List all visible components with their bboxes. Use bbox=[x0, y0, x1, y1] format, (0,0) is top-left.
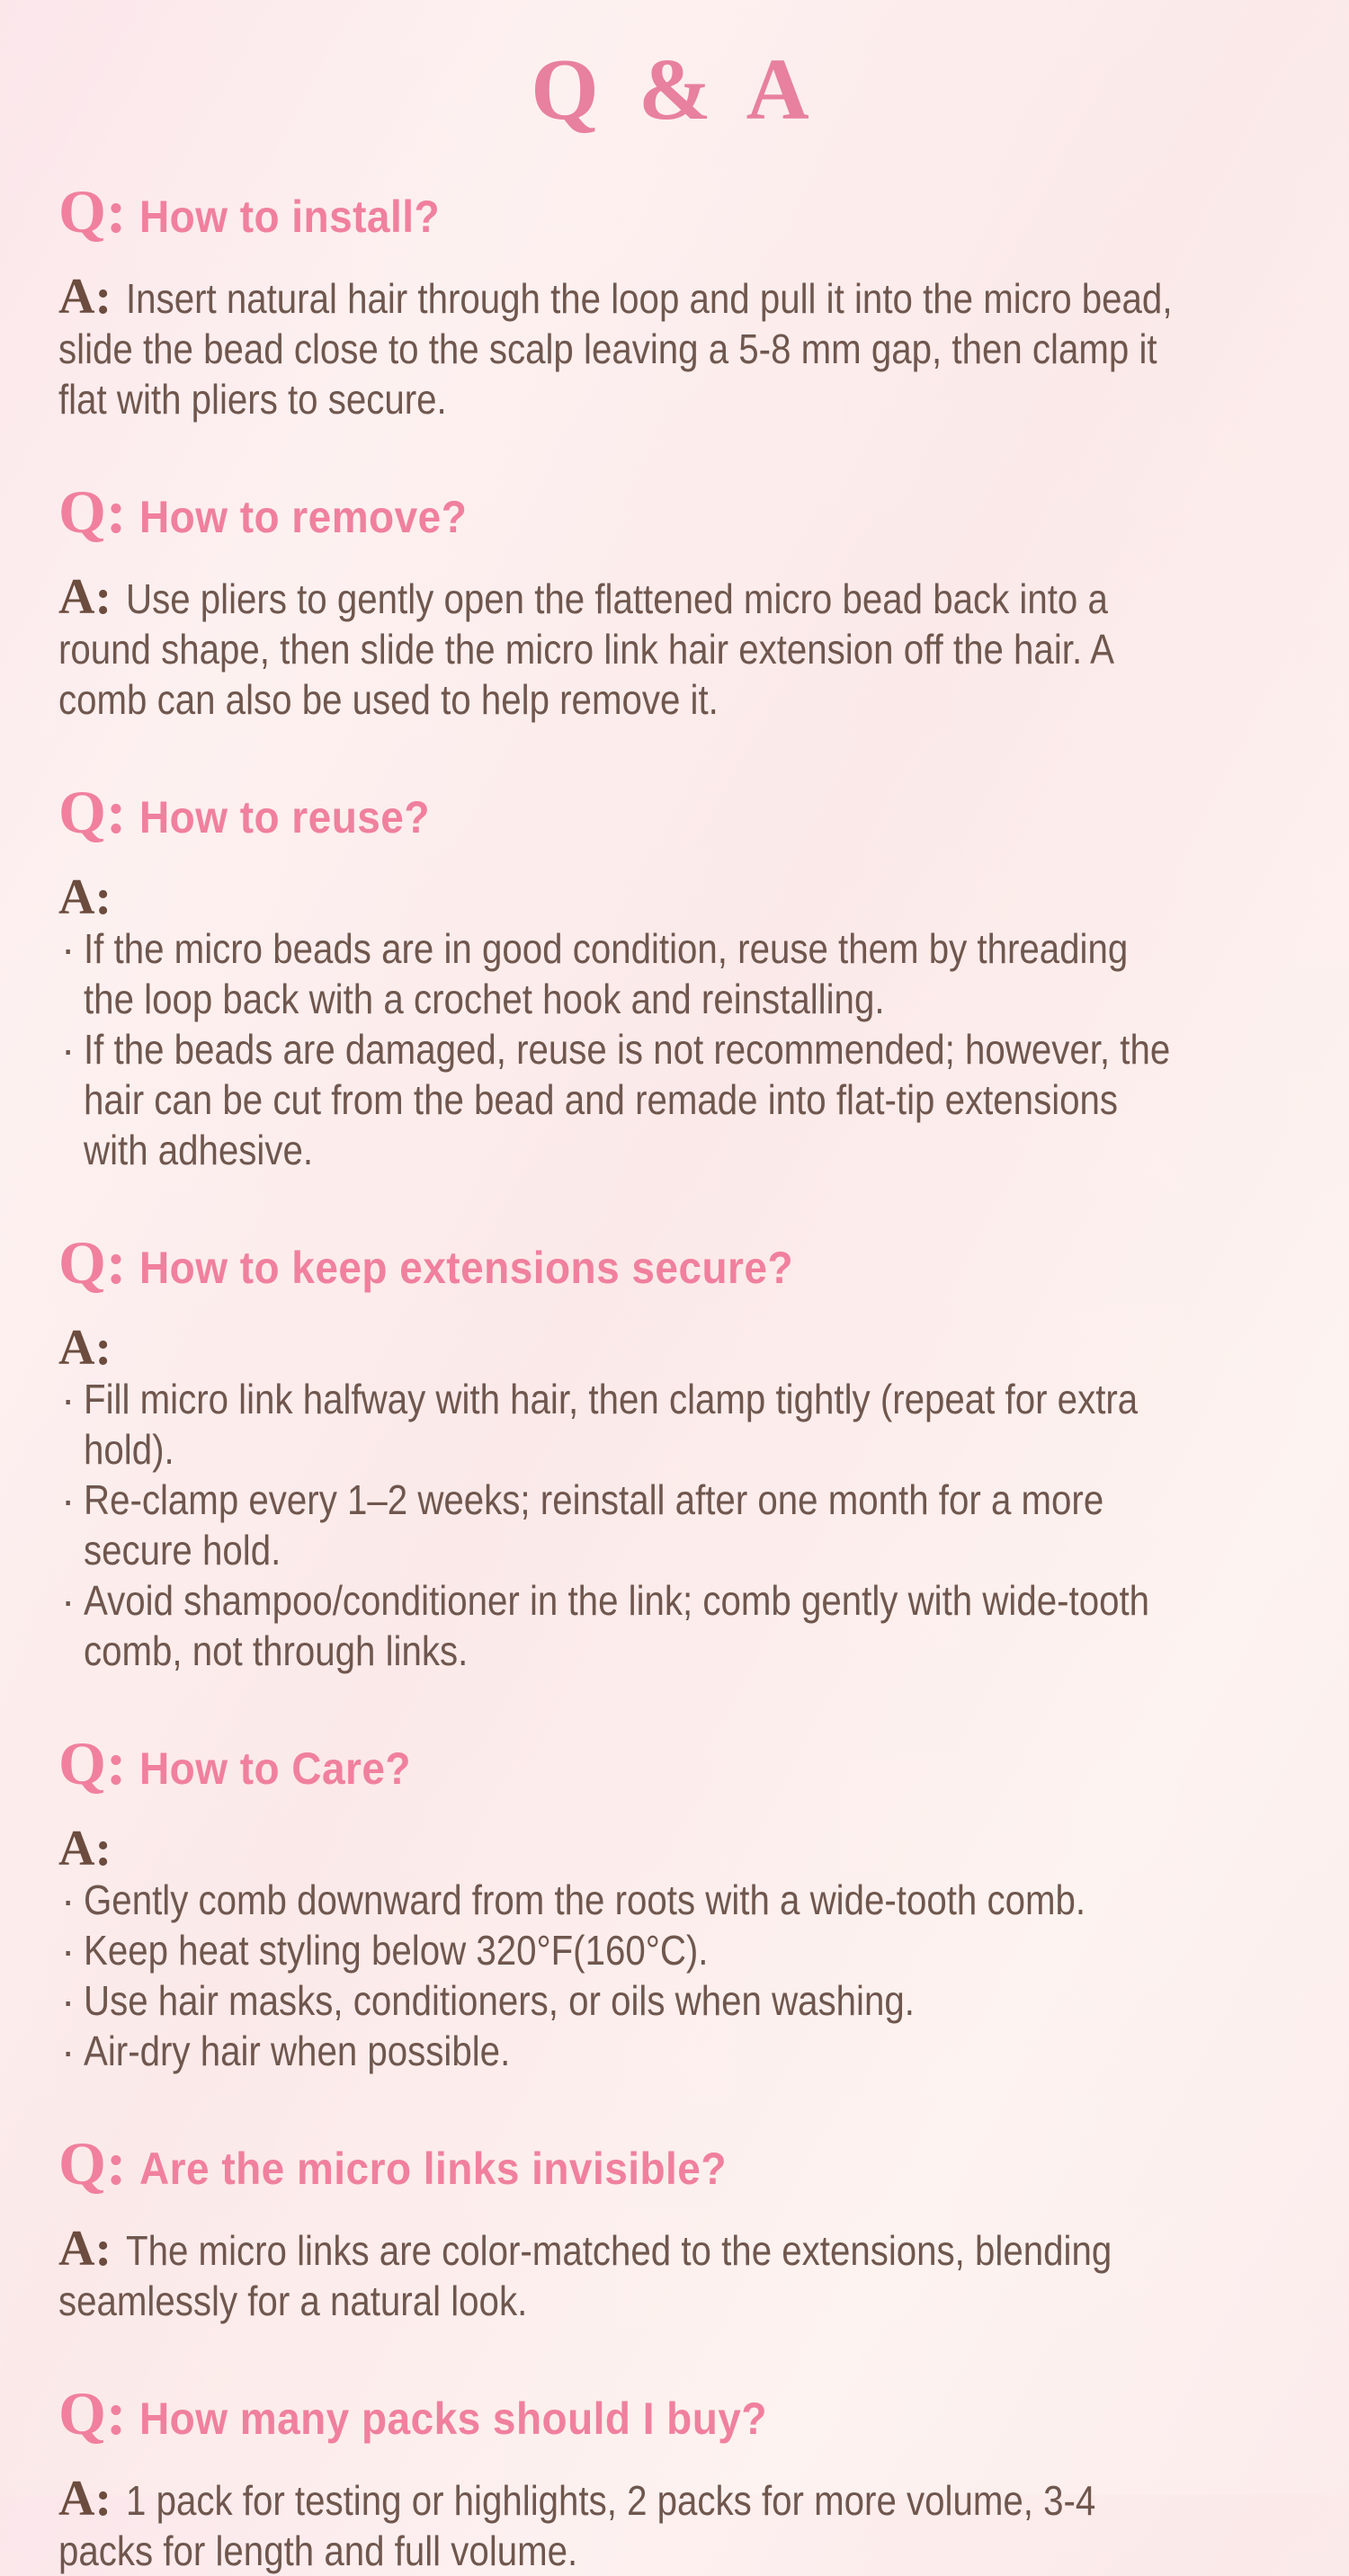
bullet-list bbox=[58, 1875, 1313, 2076]
answer-line: hold). bbox=[84, 1426, 174, 1473]
answer-line: Use hair masks, conditioners, or oils when washing. bbox=[84, 1977, 915, 2024]
page-title: Q & A bbox=[531, 41, 818, 138]
bullet-marker: · bbox=[61, 1476, 76, 1523]
bullet-marker: · bbox=[61, 925, 76, 972]
bullet-item bbox=[58, 923, 1313, 1024]
bullet-item bbox=[58, 1024, 1313, 1175]
bullet-marker: · bbox=[61, 1026, 76, 1073]
answer-line: Gently comb downward from the roots with a wide-tooth comb. bbox=[84, 1876, 1086, 1923]
answer-line: Use pliers to gently open the flattened micro bead back into a bbox=[126, 575, 1108, 622]
answer-line: Insert natural hair through the loop and pull it into the micro bead, bbox=[126, 275, 1173, 322]
bullet-marker: · bbox=[61, 1876, 76, 1923]
answer-line: Keep heat styling below 320°F(160°C). bbox=[84, 1927, 709, 1974]
answer-line: If the micro beads are in good condition, reuse them by threading bbox=[84, 925, 1129, 972]
answer-label: A: bbox=[58, 269, 112, 325]
question-heading bbox=[58, 2378, 1313, 2463]
bullet-list bbox=[58, 923, 1313, 1175]
answer-paragraph bbox=[58, 569, 1313, 725]
question-heading bbox=[58, 2128, 1313, 2213]
answer-label: A: bbox=[58, 1320, 112, 1376]
question-heading bbox=[58, 176, 1313, 261]
qa-section-secure bbox=[58, 1227, 1313, 1676]
bullet-item bbox=[58, 1374, 1313, 1475]
question-text: How to install? bbox=[138, 192, 440, 242]
bullet-item bbox=[58, 1925, 1313, 1975]
bullet-marker: · bbox=[61, 1977, 76, 2024]
bullet-marker: · bbox=[61, 2028, 76, 2074]
answer-label: A: bbox=[58, 869, 112, 925]
answer-line: flat with pliers to secure. bbox=[58, 376, 447, 423]
question-label: Q: bbox=[58, 1729, 127, 1797]
question-label: Q: bbox=[58, 2379, 127, 2447]
question-heading bbox=[58, 477, 1313, 561]
answer-line: If the beads are damaged, reuse is not recommended; however, the bbox=[84, 1026, 1171, 1073]
question-heading bbox=[58, 1728, 1313, 1813]
qa-section-care bbox=[58, 1728, 1313, 2076]
answer-line: slide the bead close to the scalp leaving a 5-8 mm gap, then clamp it bbox=[58, 325, 1157, 372]
qa-section-packs bbox=[58, 2378, 1313, 2576]
bullet-item bbox=[58, 1875, 1313, 1925]
qa-section-reuse bbox=[58, 777, 1313, 1175]
answer-line: round shape, then slide the micro link hair extension off the hair. A bbox=[58, 626, 1114, 673]
answer-label: A: bbox=[58, 2221, 112, 2277]
qa-section-remove bbox=[58, 477, 1313, 725]
answer-line: secure hold. bbox=[84, 1527, 281, 1573]
bullet-list bbox=[58, 1374, 1313, 1676]
answer-line: 1 pack for testing or highlights, 2 packs for more volume, 3-4 bbox=[126, 2477, 1096, 2524]
question-text: How to reuse? bbox=[138, 792, 430, 842]
question-heading bbox=[58, 1227, 1313, 1312]
qa-section-invisible bbox=[58, 2128, 1313, 2326]
question-text: How to Care? bbox=[138, 1743, 411, 1794]
bullet-marker: · bbox=[61, 1577, 76, 1624]
bullet-item bbox=[58, 1475, 1313, 1575]
question-text: How to keep extensions secure? bbox=[138, 1243, 793, 1293]
answer-line: Air-dry hair when possible. bbox=[84, 2028, 511, 2074]
answer-paragraph bbox=[58, 269, 1313, 424]
question-text: Are the micro links invisible? bbox=[138, 2144, 727, 2194]
bullet-item bbox=[58, 1975, 1313, 2026]
answer-line: comb can also be used to help remove it. bbox=[58, 676, 719, 723]
answer-label: A: bbox=[58, 2471, 112, 2527]
qa-section-install bbox=[58, 176, 1313, 424]
question-heading bbox=[58, 777, 1313, 861]
question-label: Q: bbox=[58, 2129, 127, 2197]
question-label: Q: bbox=[58, 177, 127, 245]
question-label: Q: bbox=[58, 477, 127, 546]
answer-line: Fill micro link halfway with hair, then clamp tightly (repeat for extra bbox=[84, 1376, 1139, 1422]
bullet-item bbox=[58, 2026, 1313, 2076]
answer-line: comb, not through links. bbox=[84, 1627, 469, 1674]
bullet-marker: · bbox=[61, 1376, 76, 1422]
answer-line: packs for length and full volume. bbox=[58, 2527, 578, 2574]
answer-line: The micro links are color-matched to the extensions, blending bbox=[126, 2227, 1112, 2274]
bullet-marker: · bbox=[61, 1927, 76, 1974]
question-label: Q: bbox=[58, 1228, 127, 1297]
answer-paragraph bbox=[58, 2221, 1313, 2326]
question-label: Q: bbox=[58, 778, 127, 846]
answer-label: A: bbox=[58, 569, 112, 625]
question-text: How many packs should I buy? bbox=[138, 2393, 767, 2444]
answer-line: seamlessly for a natural look. bbox=[58, 2277, 528, 2324]
bullet-item bbox=[58, 1575, 1313, 1676]
answer-label: A: bbox=[58, 1821, 112, 1876]
answer-paragraph bbox=[58, 2473, 1313, 2576]
question-text: How to remove? bbox=[138, 492, 467, 542]
answer-line: with adhesive. bbox=[84, 1127, 314, 1173]
answer-line: hair can be cut from the bead and remade into flat-tip extensions bbox=[84, 1076, 1119, 1123]
answer-line: the loop back with a crochet hook and reinstalling. bbox=[84, 976, 885, 1022]
answer-line: Re-clamp every 1–2 weeks; reinstall after one month for a more bbox=[84, 1476, 1104, 1523]
answer-line: Avoid shampoo/conditioner in the link; comb gently with wide-tooth bbox=[84, 1577, 1150, 1624]
